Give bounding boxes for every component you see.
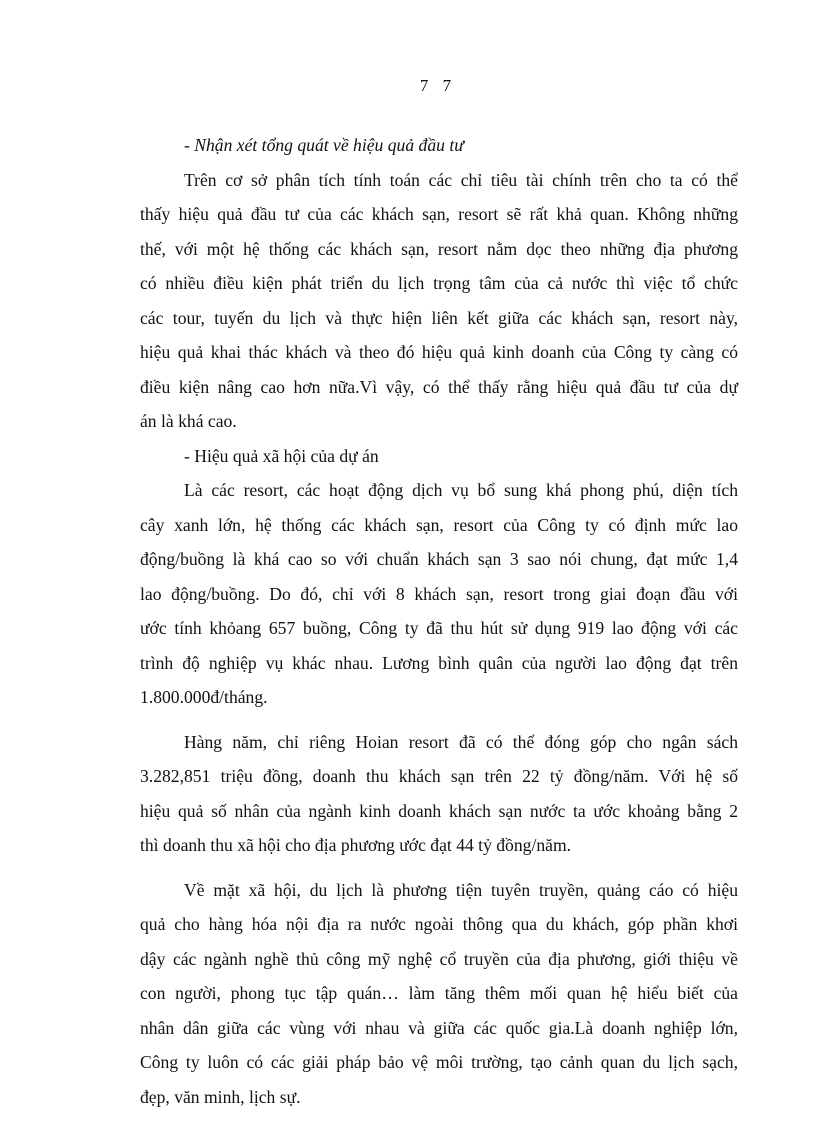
text-line: Công ty luôn có các giải pháp bảo vệ môi trường, tạo cảnh quan du lịch sạch, [140,1052,738,1072]
text-line: thấy hiệu quả đầu tư của các khách sạn, resort sẽ rất khả quan. Không những [140,204,738,224]
text-line: quả cho hàng hóa nội địa ra nước ngoài thông qua du khách, góp phần khơi [140,914,738,934]
paragraph-spacer [140,715,738,725]
text-line: động/buồng là khá cao so với chuẩn khách sạn 3 sao nói chung, đạt mức 1,4 [140,549,738,569]
text-line: ước tính khỏang 657 buồng, Công ty đã thu hút sử dụng 919 lao động với các [140,618,738,638]
page-number: 7 7 [419,76,457,95]
text-line: thế, với một hệ thống các khách sạn, resort nằm dọc theo những địa phương [140,238,738,259]
paragraph-spacer [140,863,738,873]
text-line: thì doanh thu xã hội cho địa phương ước đạt 44 tỷ đồng/năm. [140,835,572,855]
text-line: Trên cơ sở phân tích tính toán các chỉ tiêu tài chính trên cho ta có thể [184,169,738,190]
paragraph-social-culture [140,873,738,1115]
text-line: các tour, tuyến du lịch và thực hiện liên kết giữa các khách sạn, resort này, [140,307,738,328]
paragraph-social-labor [140,473,738,715]
paragraph-overall-assessment [140,163,738,439]
text-line: hiệu quả số nhân của ngành kinh doanh khách sạn nước ta ước khoảng bằng 2 [140,800,738,821]
text-line: cây xanh lớn, hệ thống các khách sạn, resort của Công ty có định mức lao [140,514,738,535]
section-heading-overall-assessment: - Nhận xét tổng quát về hiệu quả đầu tư [184,135,464,155]
section-heading-social-effectiveness: - Hiệu quả xã hội của dự án [184,445,379,466]
text-line: trình độ nghiệp vụ khác nhau. Lương bình quân của người lao động đạt trên [140,652,738,673]
text-line: đẹp, văn minh, lịch sự. [140,1086,301,1107]
text-line: 1.800.000đ/tháng. [140,687,268,707]
text-line: Hàng năm, chỉ riêng Hoian resort đã có thể đóng góp cho ngân sách [184,731,738,752]
text-line: nhân dân giữa các vùng với nhau và giữa các quốc gia.Là doanh nghiệp lớn, [140,1017,738,1038]
text-line: Là các resort, các hoạt động dịch vụ bổ sung khá phong phú, diện tích [184,480,738,500]
text-line: có nhiều điều kiện phát triển du lịch trọng tâm của cả nước thì việc tổ chức [140,273,738,293]
text-line: lao động/buồng. Do đó, chỉ với 8 khách sạn, resort trong giai đoạn đầu với [140,583,738,604]
text-line: Về mặt xã hội, du lịch là phương tiện tuyên truyền, quảng cáo có hiệu [184,879,738,900]
text-line: con người, phong tục tập quán… làm tăng thêm mối quan hệ hiểu biết của [140,983,738,1003]
text-line: 3.282,851 triệu đồng, doanh thu khách sạn trên 22 tỷ đồng/năm. Với hệ số [140,766,738,786]
text-line: dậy các ngành nghề thủ công mỹ nghệ cổ truyền của địa phương, giới thiệu về [140,948,738,969]
paragraph-social-revenue [140,725,738,863]
document-body [140,128,738,1114]
text-line: hiệu quả khai thác khách và theo đó hiệu quả kinh doanh của Công ty càng có [140,342,738,362]
text-line: án là khá cao. [140,411,237,431]
text-line: điều kiện nâng cao hơn nữa.Vì vậy, có thể thấy rằng hiệu quả đầu tư của dự [140,376,738,397]
